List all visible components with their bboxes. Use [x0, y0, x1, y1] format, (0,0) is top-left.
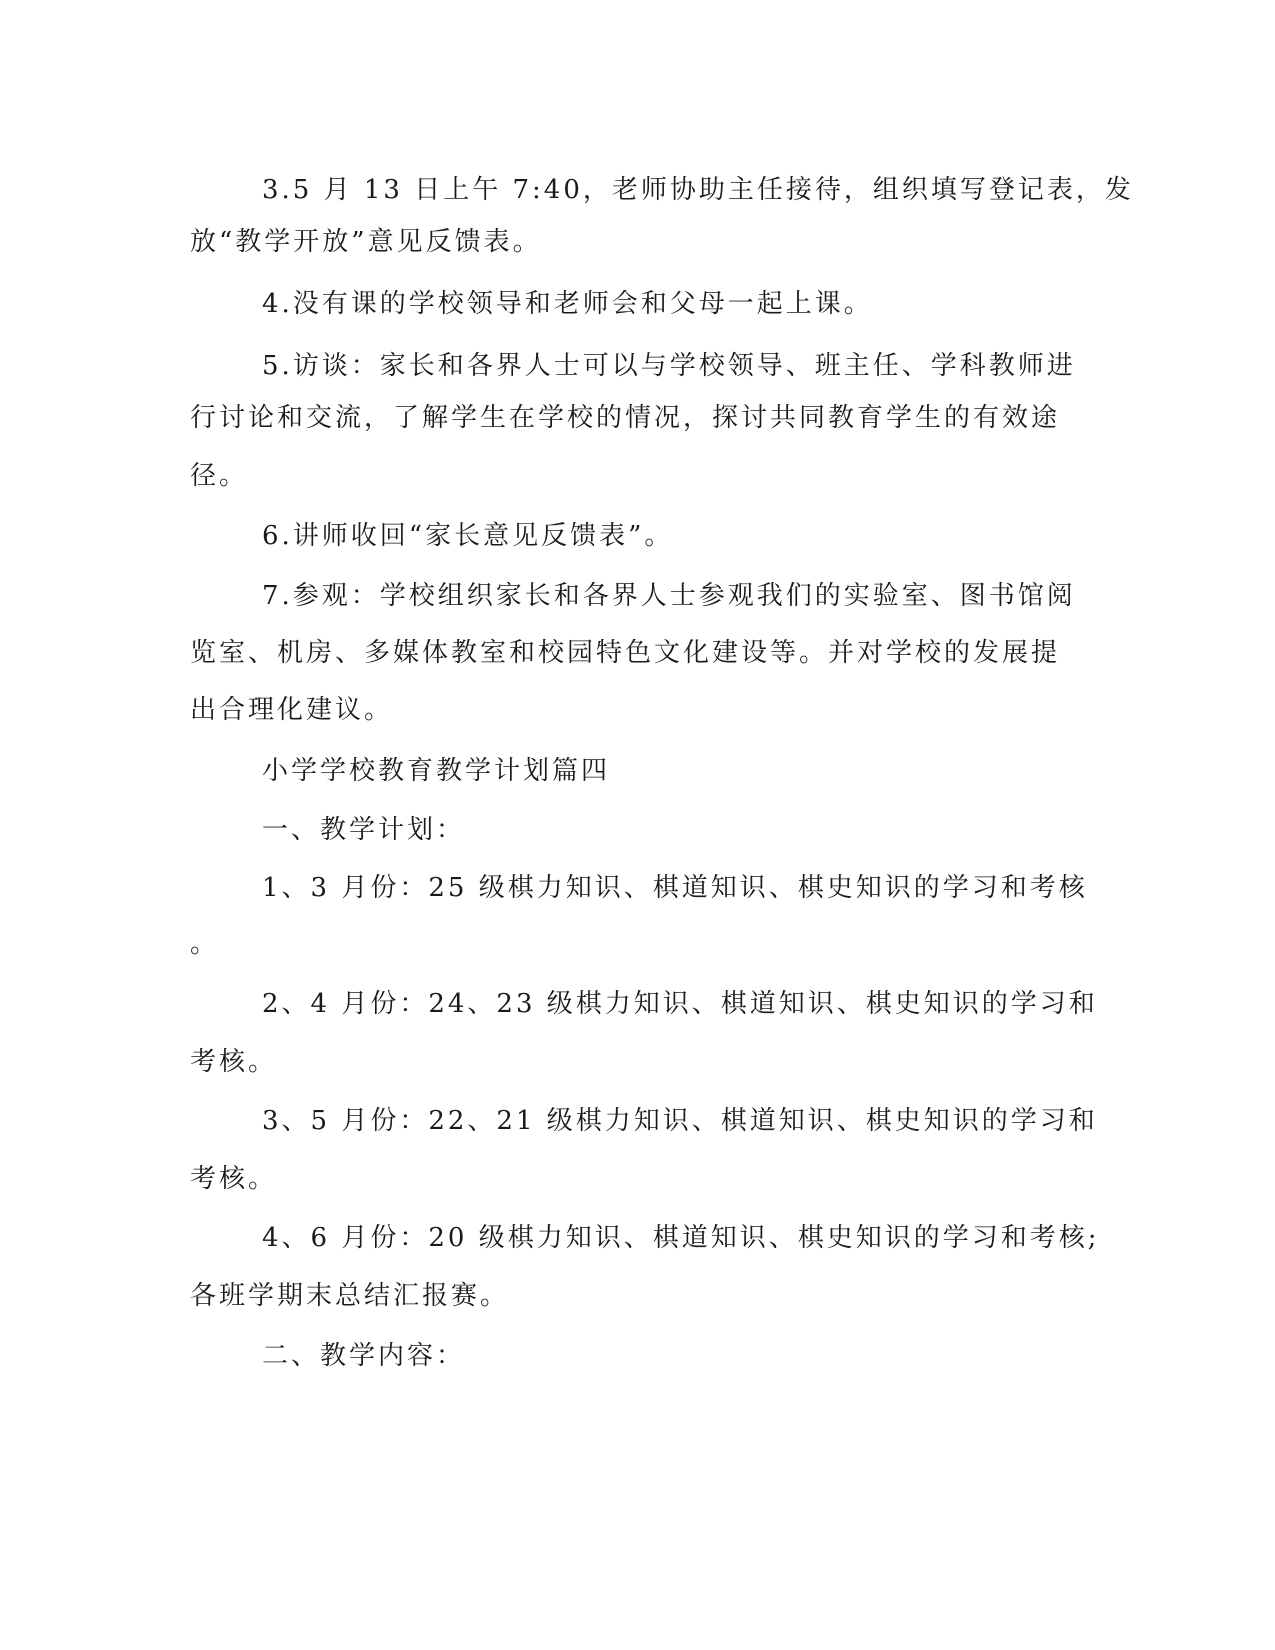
- plan-item-4-line-1: 4、6 月份：20 级棋力知识、棋道知识、棋史知识的学习和考核;: [262, 1223, 1100, 1253]
- plan-item-4-line-2: 各班学期末总结汇报赛。: [190, 1281, 510, 1311]
- paragraph-5-line-1: 5.访谈：家长和各界人士可以与学校领导、班主任、学科教师进: [262, 351, 1076, 381]
- paragraph-5-line-3: 径。: [190, 461, 249, 491]
- paragraph-3-line-2: 放“教学开放”意见反馈表。: [190, 227, 542, 257]
- paragraph-7-line-3: 出合理化建议。: [190, 695, 394, 725]
- plan-item-2-line-1: 2、4 月份：24、23 级棋力知识、棋道知识、棋史知识的学习和: [262, 989, 1098, 1019]
- section-heading: 小学学校教育教学计划篇四: [262, 756, 611, 786]
- paragraph-3-line-1: 3.5 月 13 日上午 7:40，老师协助主任接待，组织填写登记表，发: [262, 175, 1134, 205]
- plan-item-1-line-2: 。: [190, 929, 220, 959]
- plan-item-2-line-2: 考核。: [190, 1047, 278, 1077]
- plan-item-3-line-2: 考核。: [190, 1164, 278, 1194]
- subheading-teaching-content: 二、教学内容：: [262, 1341, 466, 1371]
- paragraph-4: 4.没有课的学校领导和老师会和父母一起上课。: [262, 289, 873, 319]
- paragraph-7-line-1: 7.参观：学校组织家长和各界人士参观我们的实验室、图书馆阅: [262, 581, 1076, 611]
- paragraph-6: 6.讲师收回“家长意见反馈表”。: [262, 521, 674, 551]
- plan-item-1-line-1: 1、3 月份：25 级棋力知识、棋道知识、棋史知识的学习和考核: [262, 873, 1088, 903]
- paragraph-7-line-2: 览室、机房、多媒体教室和校园特色文化建设等。并对学校的发展提: [190, 638, 1061, 668]
- subheading-teaching-plan: 一、教学计划：: [262, 815, 466, 845]
- paragraph-5-line-2: 行讨论和交流，了解学生在学校的情况，探讨共同教育学生的有效途: [190, 403, 1061, 433]
- plan-item-3-line-1: 3、5 月份：22、21 级棋力知识、棋道知识、棋史知识的学习和: [262, 1106, 1098, 1136]
